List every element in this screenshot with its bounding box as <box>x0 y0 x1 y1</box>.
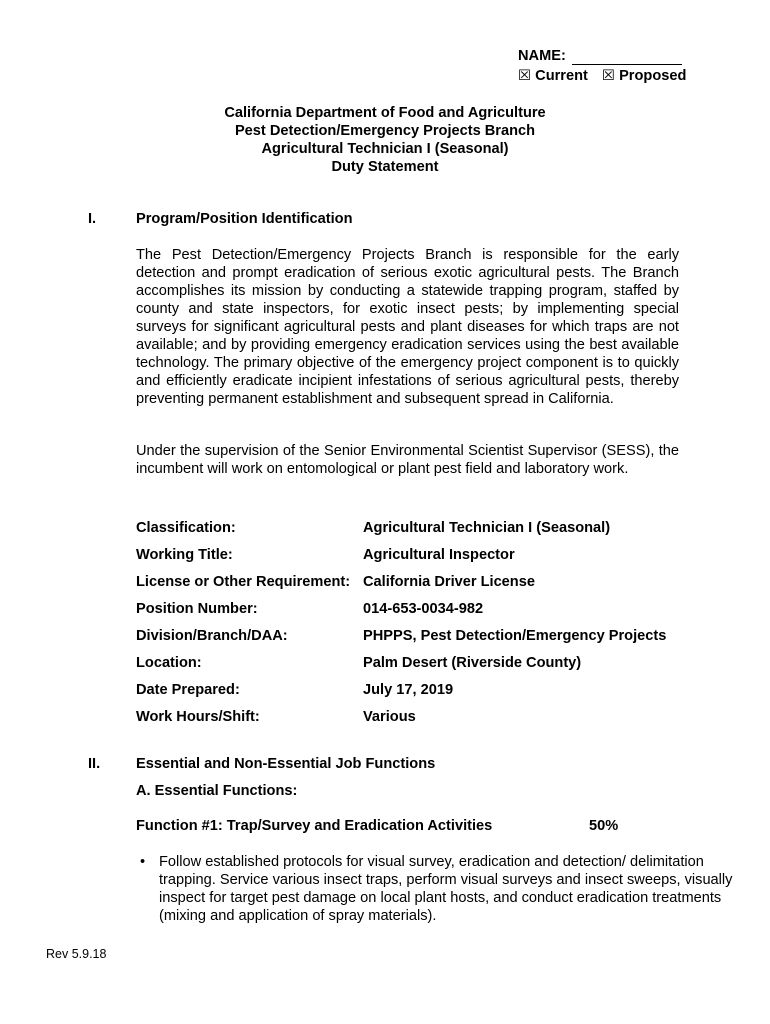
info-value: Agricultural Inspector <box>363 546 515 563</box>
proposed-label: Proposed <box>619 68 687 84</box>
info-value: Palm Desert (Riverside County) <box>363 654 582 671</box>
current-label: Current <box>535 68 588 84</box>
revision-footer: Rev 5.9.18 <box>46 947 107 961</box>
name-label: NAME: <box>518 48 566 64</box>
info-label: Working Title: <box>136 546 233 563</box>
info-row <box>136 568 696 595</box>
header-department: California Department of Food and Agriculture <box>224 105 546 121</box>
info-row <box>136 676 696 703</box>
section-1-title: Program/Position Identification <box>136 211 353 227</box>
info-label: Division/Branch/DAA: <box>136 627 288 644</box>
header-doc-type: Duty Statement <box>331 159 439 175</box>
essential-functions-heading: A. Essential Functions: <box>136 783 298 799</box>
name-status-block <box>518 47 718 85</box>
status-checkboxes <box>518 67 718 85</box>
name-line <box>518 47 718 65</box>
section-1-number: I. <box>88 211 97 227</box>
info-row <box>136 541 696 568</box>
info-label: Position Number: <box>136 600 258 617</box>
info-label: Work Hours/Shift: <box>136 708 260 725</box>
position-info-table <box>136 514 696 730</box>
header-branch: Pest Detection/Emergency Projects Branch <box>234 123 536 139</box>
info-row <box>136 649 696 676</box>
bullet-icon: • <box>140 854 146 870</box>
function-1-bullets <box>136 853 736 925</box>
bullet-text: Follow established protocols for visual survey, eradication and detection/ delimitation trapping. Service various insect traps, perform visual surveys and insect sweeps, visually inspect for target pest damage on local plant hosts, and conduct eradication treatments (mixing and application of spray materials). <box>159 854 733 924</box>
section-1-paragraph-1: The Pest Detection/Emergency Projects Branch is responsible for the early detection and prompt eradication of serious exotic agricultural pests. The Branch accomplishes its mission by conducting a statewide trapping program, staffed by county and state inspectors, for exotic insect pests; by implementing special surveys for significant agricultural pests and plant diseases for which traps are not available; and by providing emergency eradication services using the best available technology. The primary objective of the emergency project component is to quickly and efficiently eradicate incipient infestations of serious agricultural pests, thereby preventing permanent establishment and subsequent spread in California. <box>136 247 679 407</box>
info-row <box>136 595 696 622</box>
current-checkbox[interactable]: ☒ <box>518 68 532 84</box>
function-1-heading <box>136 817 636 835</box>
info-value: July 17, 2019 <box>363 681 454 698</box>
proposed-checkbox[interactable]: ☒ <box>601 68 616 84</box>
name-field[interactable] <box>572 50 682 65</box>
info-label: Classification: <box>136 519 236 536</box>
header-position: Agricultural Technician I (Seasonal) <box>261 141 509 157</box>
info-row <box>136 622 696 649</box>
info-row <box>136 703 696 730</box>
section-2-title: Essential and Non-Essential Job Functions <box>136 756 436 772</box>
info-label: Location: <box>136 654 202 671</box>
info-value: PHPPS, Pest Detection/Emergency Projects <box>363 627 667 644</box>
info-value: Agricultural Technician I (Seasonal) <box>363 519 611 536</box>
function-1-title: Function #1: Trap/Survey and Eradication Activities <box>136 818 493 834</box>
list-item <box>136 853 736 925</box>
info-label: License or Other Requirement: <box>136 573 351 590</box>
info-label: Date Prepared: <box>136 681 240 698</box>
info-value: Various <box>363 708 416 725</box>
info-row <box>136 514 696 541</box>
info-value: California Driver License <box>363 573 535 590</box>
section-2-number: II. <box>88 756 101 772</box>
section-1-paragraph-2: Under the supervision of the Senior Environmental Scientist Supervisor (SESS), the incumbent will work on entomological or plant pest field and laboratory work. <box>136 443 679 477</box>
info-value: 014-653-0034-982 <box>363 600 484 617</box>
document-header <box>0 104 770 176</box>
function-1-percent: 50% <box>589 818 619 834</box>
